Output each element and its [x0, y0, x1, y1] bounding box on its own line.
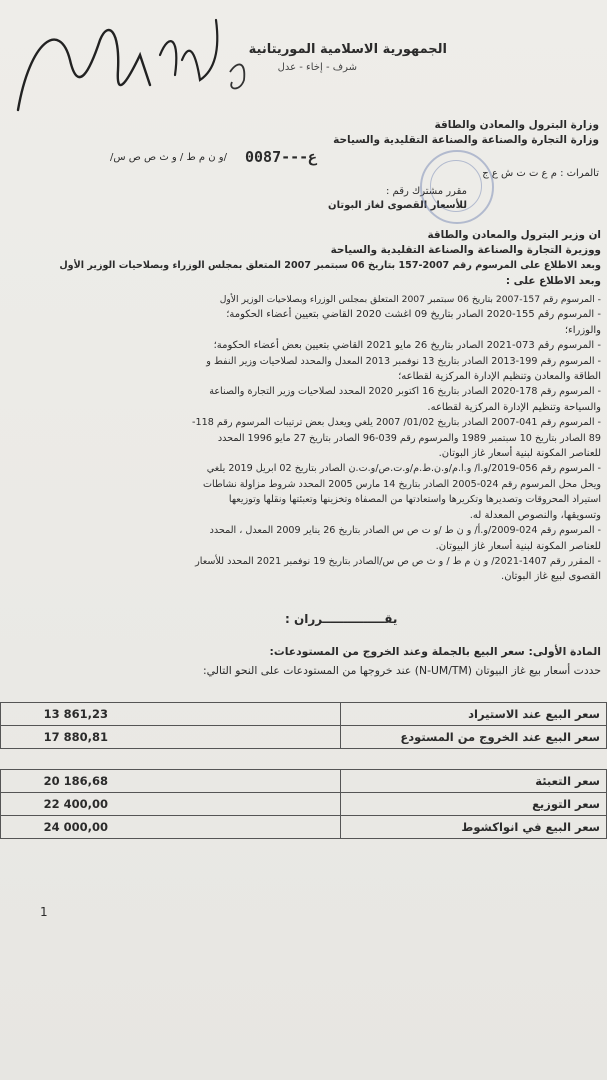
table-row	[1, 770, 607, 793]
ministry-line-2: وزارة التجارة والصناعة والصناعة التقليدية والسياحة	[333, 134, 599, 146]
considerations	[1, 292, 601, 585]
price-value: 24 000,00	[1, 816, 341, 839]
table-gap	[1, 749, 607, 770]
republic-title: الجمهورية الاسلامية الموريتانية	[248, 42, 447, 57]
price-label: سعر البيع عند الخروج من المستودع	[341, 726, 607, 749]
table-row	[1, 793, 607, 816]
page-number: 1	[40, 905, 48, 919]
preamble-line: وبعد الاطلاع على المرسوم رقم 2007-157 بتاريخ 06 سبتمبر 2007 المتعلق بمجلس الوزراء وبصلاحيات الوزير الأول	[59, 260, 601, 272]
price-table	[0, 702, 607, 839]
consideration-line: وتسويقها، والنصوص المعدلة له.	[469, 509, 601, 521]
preamble	[1, 228, 601, 289]
consideration-line: والسياحة وتنظيم الإدارة المركزية لقطاعه.	[427, 401, 601, 413]
reference-label: تالمرات : م ع ت ت ش ع ج	[482, 168, 599, 179]
consideration-line: - المرسوم رقم 199-2013 الصادر بتاريخ 13 نوفمبر 2013 المعدل والمحدد لصلاحيات وزير النفط و	[206, 355, 601, 367]
subject-text: للأسعار القصوى لغاز البوتان	[328, 200, 467, 211]
price-value: 17 880,81	[1, 726, 341, 749]
decision-title: يقـــــــــــــــرران :	[285, 612, 398, 626]
price-value: 20 186,68	[1, 770, 341, 793]
official-stamp	[420, 150, 494, 224]
consideration-line: - المرسوم رقم 024-2009/و.أ/ و ن ط /و ت ص س الصادر بتاريخ 26 يناير 2009 المعدل ، المحدد	[209, 525, 601, 537]
reference-number: 0087---ع	[245, 148, 318, 166]
consideration-line: - المقرر رقم 1407-2021/ و ن م ط / و ث ص ص س/الصادر بتاريخ 19 نوفمبر 2021 المحدد للأسعار	[195, 555, 601, 567]
price-label: سعر التعبئة	[341, 770, 607, 793]
consideration-line: الطاقة والمعادن وتنظيم الإدارة المركزية لقطاعه؛	[398, 371, 601, 383]
price-label: سعر التوزيع	[341, 793, 607, 816]
price-label: سعر البيع عند الاستيراد	[341, 703, 607, 726]
consideration-line: - المرسوم رقم 073-2021 الصادر بتاريخ 26 مايو 2021 القاضي بتعيين بعض أعضاء الحكومة؛	[213, 340, 601, 352]
price-label: سعر البيع في انواكشوط	[341, 816, 607, 839]
ministry-line-1: وزارة البترول والمعادن والطاقة	[434, 119, 599, 131]
consideration-line: للعناصر المكونة لبنية أسعار غاز البوتان.	[438, 448, 601, 460]
consideration-line: - المرسوم رقم 155-2020 الصادر بتاريخ 09 اغشت 2020 القاضي بتعيين أعضاء الحكومة؛	[226, 309, 601, 321]
consideration-line: ويحل محل المرسوم رقم 024-2005 الصادر بتاريخ 14 مارس 2005 المحدد شروط مزاولة نشاطات	[203, 478, 601, 490]
consideration-line: والوزراء؛	[564, 324, 601, 336]
table-row	[1, 726, 607, 749]
preamble-line: ان وزير البترول والمعادن والطاقة	[427, 229, 601, 241]
consideration-line: للعناصر المكونة لبنية أسعار غاز البيوتان.	[435, 540, 601, 552]
preamble-line: ووزيرة التجارة والصناعة والصناعة التقليدية والسياحة	[330, 244, 601, 257]
price-value: 13 861,23	[1, 703, 341, 726]
subject-label: مقرر مشترك رقم :	[386, 186, 467, 197]
price-value: 22 400,00	[1, 793, 341, 816]
consideration-line: 89 الصادر بتاريخ 10 سبتمبر 1989 والمرسوم رقم 039-96 الصادر بتاريخ 27 مايو 1996 المحدد	[217, 432, 601, 444]
consideration-line: - المرسوم رقم 056-2019/و.ا/ و.ا.م/و.ن.ط.م/و.ت.ص/و.ت.ن الصادر بتاريخ 02 ابريل 2019 يلغي	[206, 463, 601, 475]
motto: شرف - إخاء - عدل	[277, 62, 357, 73]
consideration-line: استيراد المحروقات وتصديرها وتكريرها واستعادتها من المصفاة وتخزينها وتعبئتها ونقلها وتوزيعها	[228, 494, 601, 506]
table-row	[1, 703, 607, 726]
consideration-line: القصوى لبيع غاز البوتان.	[501, 571, 601, 583]
article-1-title: المادة الأولى: سعر البيع بالجملة وعند الخروج من المستودعات:	[269, 645, 601, 658]
article-1-text: حددت أسعار بيع غاز البيوتان (N-UM/TM) عند خروجها من المستودعات على النحو التالي:	[203, 664, 601, 677]
preamble-line: وبعد الاطلاع على :	[505, 274, 601, 287]
reference-mid: /و ن م ط / و ث ص ص س/	[110, 152, 227, 163]
consideration-line: - المرسوم رقم 157-2007 بتاريخ 06 سبتمبر 2007 المتعلق بمجلس الوزراء وبصلاحيات الوزير الأول	[219, 294, 601, 305]
consideration-line: - المرسوم رقم 178-2020 الصادر بتاريخ 16 اكتوبر 2020 المحدد لصلاحيات وزير التجارة والصناعة	[209, 386, 601, 398]
consideration-line: - المرسوم رقم 041-2007 الصادر بتاريخ 01/02/ 2007 يلغي ويعدل بعض ترتيبات المرسوم رقم 118-	[192, 417, 601, 429]
table-row	[1, 816, 607, 839]
